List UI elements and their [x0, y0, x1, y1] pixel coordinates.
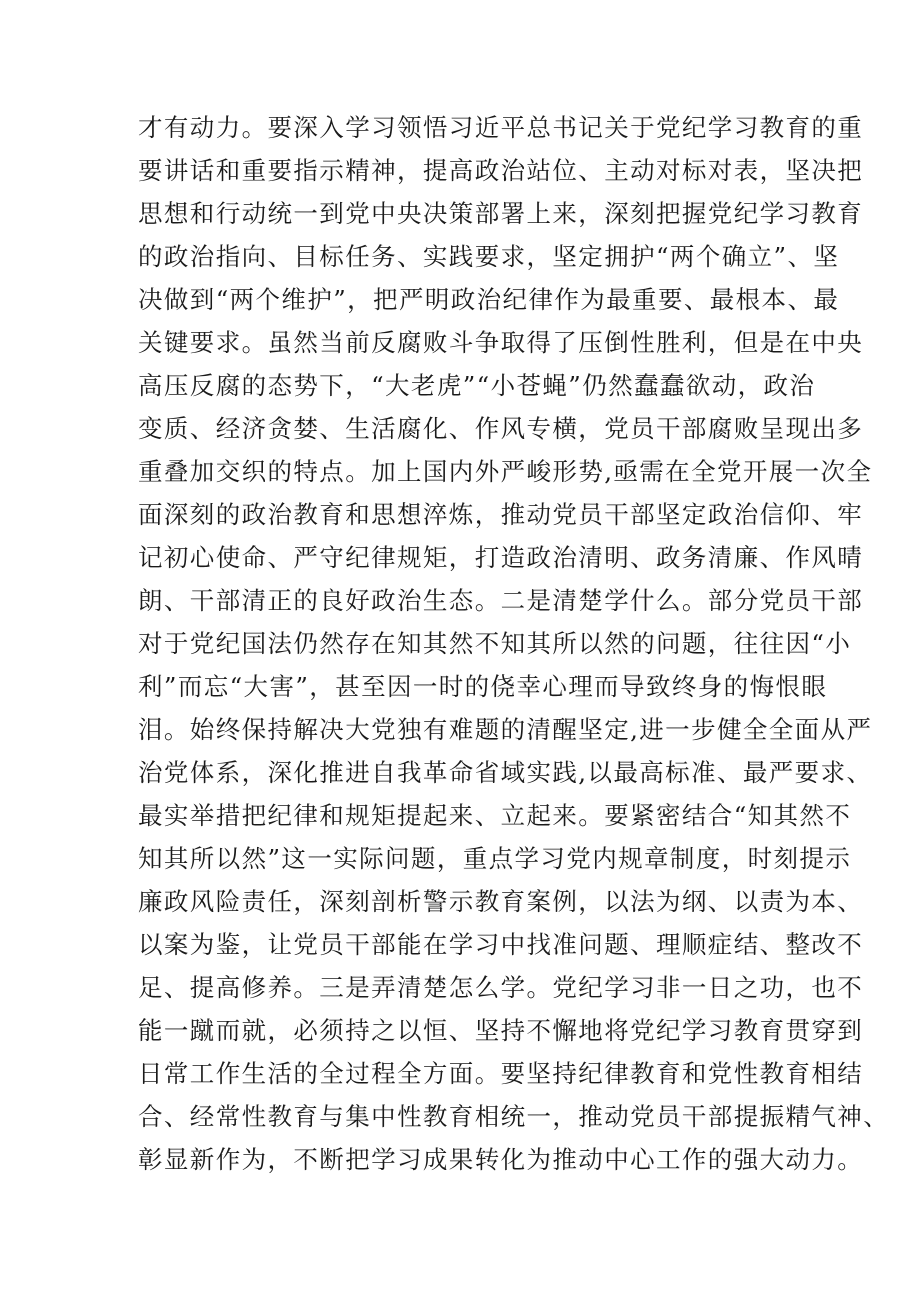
text-line: 才有动力。要深入学习领悟习近平总书记关于党纪学习教育的重: [138, 113, 864, 142]
text-line: 面深刻的政治教育和思想淬炼，推动党员干部坚定政治信仰、牢: [138, 500, 864, 529]
text-line: 记初心使命、严守纪律规矩，打造政治清明、政务清廉、作风晴: [138, 543, 864, 572]
text-line: 廉政风险责任，深刻剖析警示教育案例，以法为纲、以责为本、: [138, 887, 864, 916]
body-paragraph: [138, 106, 890, 1181]
text-line: 合、经常性教育与集中性教育相统一，推动党员干部提振精气神、: [138, 1102, 890, 1131]
text-line: 的政治指向、目标任务、实践要求，坚定拥护“两个确立”、坚: [138, 242, 840, 271]
text-line: 关键要求。虽然当前反腐败斗争取得了压倒性胜利，但是在中央: [138, 328, 864, 357]
text-line: 要讲话和重要指示精神，提高政治站位、主动对标对表，坚决把: [138, 156, 864, 185]
text-line: 能一蹴而就，必须持之以恒、坚持不懈地将党纪学习教育贯穿到: [138, 1016, 864, 1045]
text-line: 最实举措把纪律和规矩提起来、立起来。要紧密结合“知其然不: [138, 801, 852, 830]
text-line: 朗、干部清正的良好政治生态。二是清楚学什么。部分党员干部: [138, 586, 864, 615]
text-line: 思想和行动统一到党中央决策部署上来，深刻把握党纪学习教育: [138, 199, 864, 228]
text-line: 变质、经济贪婪、生活腐化、作风专横，党员干部腐败呈现出多: [138, 414, 864, 443]
text-line: 决做到“两个维护”，把严明政治纪律作为最重要、最根本、最: [138, 285, 840, 314]
text-line: 足、提高修养。三是弄清楚怎么学。党纪学习非一日之功，也不: [138, 973, 864, 1002]
text-line: 治党体系，深化推进自我革命省域实践,以最高标准、最严要求、: [138, 758, 873, 787]
text-line: 利”而忘“大害”，甚至因一时的侥幸心理而导致终身的悔恨眼: [138, 672, 828, 701]
text-line: 重叠加交织的特点。加上国内外严峻形势,亟需在全党开展一次全: [138, 457, 873, 486]
text-line: 高压反腐的态势下，“大老虎”“小苍蝇”仍然蠢蠢欲动，政治: [138, 371, 816, 400]
text-line: 彰显新作为，不断把学习成果转化为推动中心工作的强大动力。: [138, 1145, 864, 1174]
text-line: 对于党纪国法仍然存在知其然不知其所以然的问题，往往因“小: [138, 629, 852, 658]
text-line: 以案为鉴，让党员干部能在学习中找准问题、理顺症结、整改不: [138, 930, 864, 959]
text-line: 日常工作生活的全过程全方面。要坚持纪律教育和党性教育相结: [138, 1059, 864, 1088]
text-line: 泪。始终保持解决大党独有难题的清醒坚定,进一步健全全面从严: [138, 715, 873, 744]
text-line: 知其所以然”这一实际问题，重点学习党内规章制度，时刻提示: [138, 844, 852, 873]
